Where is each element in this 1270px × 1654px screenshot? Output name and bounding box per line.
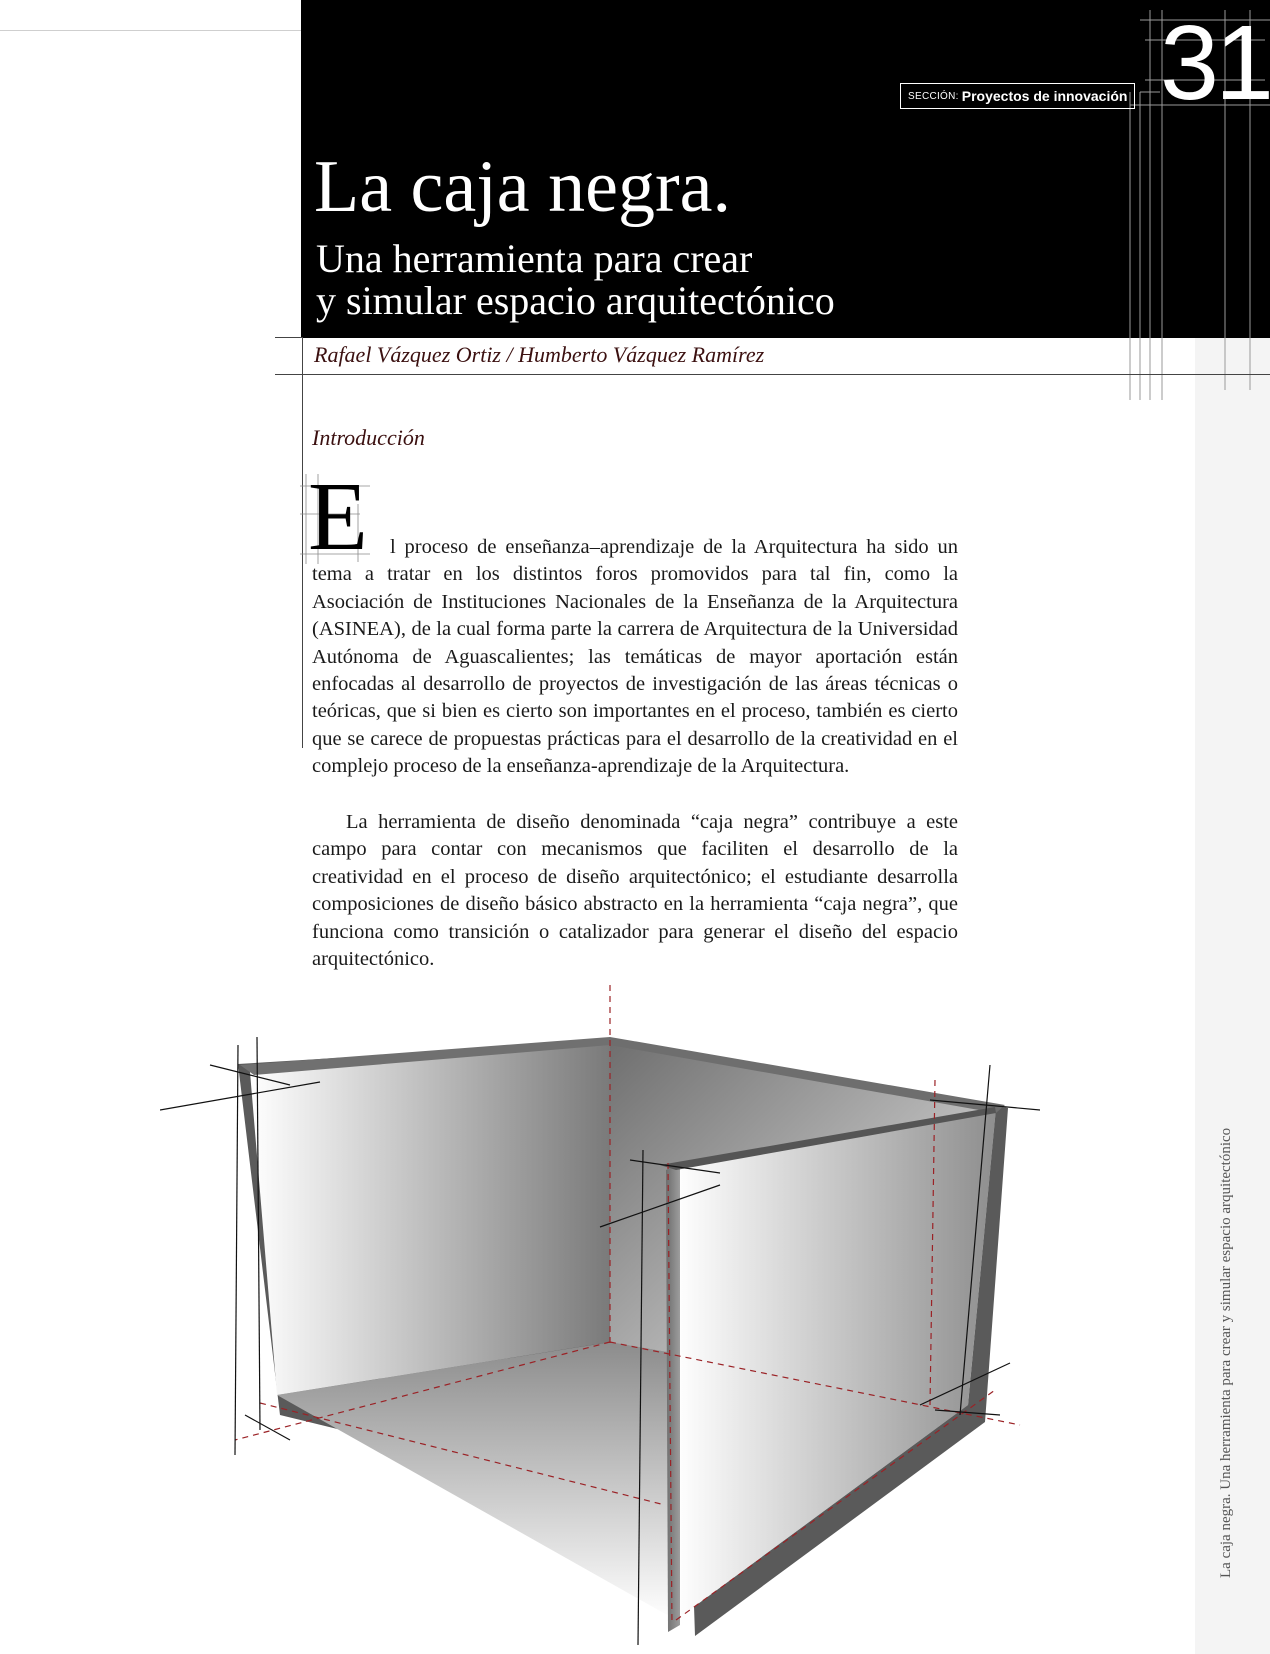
article-subtitle	[316, 238, 835, 322]
page-number: 31	[1160, 4, 1270, 122]
paragraph-1-rest: un tema a tratar en los distintos foros promovidos para tal fin, como la Asociación de Instituciones Nacionales de la Enseñanza de la Arquitectura (ASINEA), de la cual forma parte la carrera de Arquitectura de la Universidad Autónoma de Aguascalientes; las temáticas de mayor aportación están enfocadas al desarrollo de proyectos de investigación de las áreas técnicas o teóricas, que si bien es cierto son importantes en el proceso, también es cierto que se carece de propuestas prácticas para el desarrollo de la creatividad en el complejo proceso de la enseñanza-aprendizaje de la Arquitectura.	[312, 536, 959, 778]
paragraph-2: La herramienta de diseño denominada “caja negra” contribuye a este campo para contar con mecanismos que faciliten el desarrollo de la creatividad en el proceso de diseño arquitectónico; el estudiante desarrolla composiciones de diseño básico abstracto en la herramienta “caja negra”, que funciona como transición o catalizador para generar el diseño del espacio arquitectónico.	[312, 811, 958, 971]
box-front-panel	[676, 1108, 996, 1620]
top-rule	[0, 30, 301, 31]
left-rule-horizontal	[275, 337, 303, 338]
article-title: La caja negra.	[314, 146, 731, 228]
authors: Rafael Vázquez Ortiz / Humberto Vázquez Ramírez	[314, 342, 765, 367]
running-title: La caja negra. Una herramienta para crear y simular espacio arquitectónico	[1218, 1127, 1234, 1578]
section-name: Proyectos de innovación	[961, 88, 1128, 104]
paragraph-1-first-line: l proceso de enseñanza–aprendizaje de la Arquitectura ha sido	[390, 536, 929, 558]
section-badge	[900, 83, 1135, 109]
intro-heading: Introducción	[312, 425, 425, 450]
author-rule	[275, 374, 1270, 375]
subtitle-line-1: Una herramienta para crear	[316, 236, 753, 281]
paragraph-1	[312, 534, 958, 781]
box-left-wall	[250, 1041, 610, 1395]
black-box-illustration	[160, 985, 1040, 1645]
subtitle-line-2: y simular espacio arquitectónico	[316, 278, 835, 323]
section-prefix: SECCIÓN:	[908, 90, 959, 102]
drop-cap-letter: E	[308, 463, 368, 571]
